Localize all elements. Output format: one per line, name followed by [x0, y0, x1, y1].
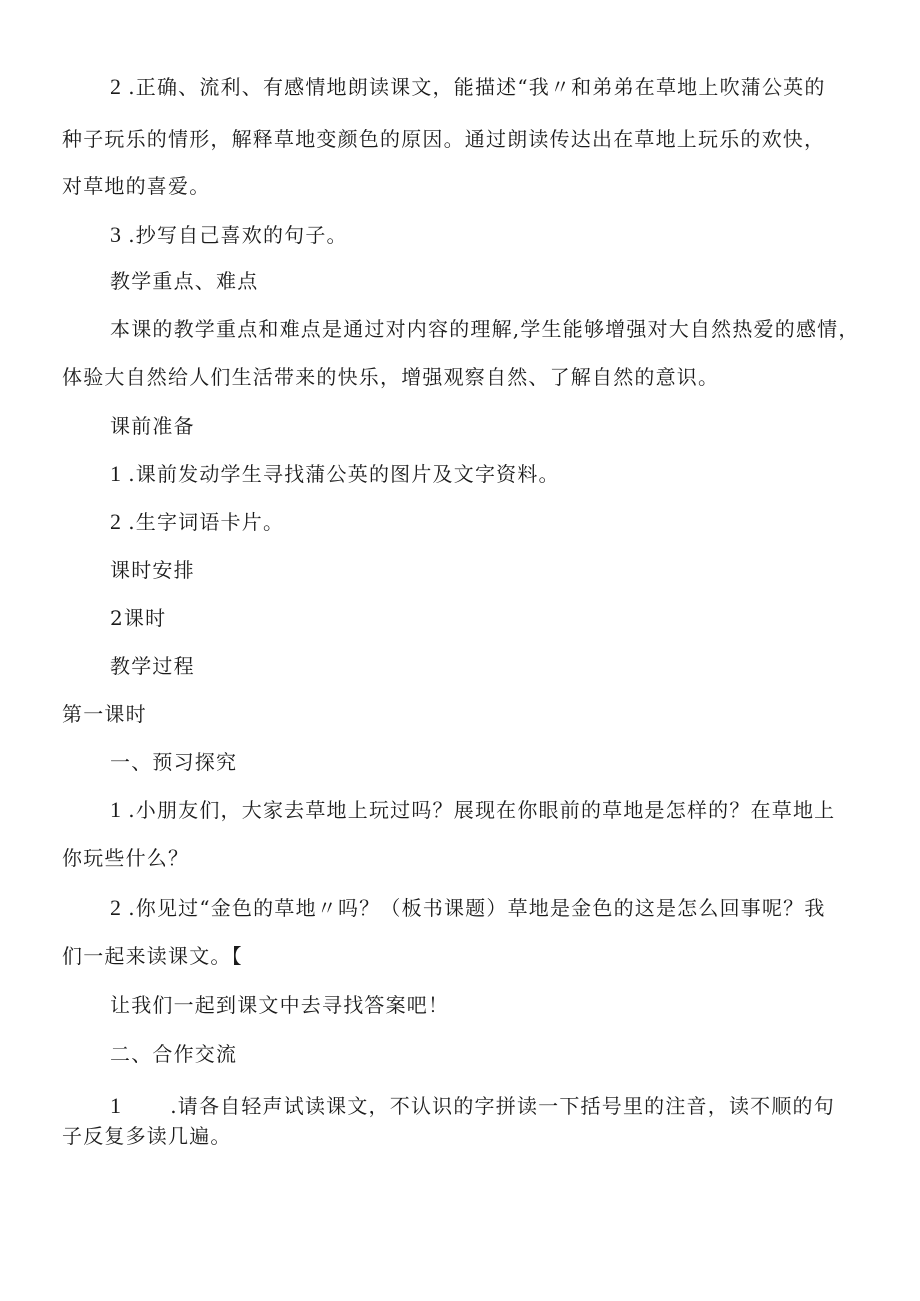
question-1-line-2: 你玩些什么？ — [62, 846, 190, 870]
key-points-line-1: 本课的教学重点和难点是通过对内容的理解,学生能够增强对大自然热爱的感情， — [110, 317, 860, 341]
key-points-line-2: 体验大自然给人们生活带来的快乐，增强观察自然、了解自然的意识。 — [62, 365, 720, 389]
question-2-line-2: 们一起来读课文。【 — [62, 944, 243, 968]
preparation-item-1-number: 1 — [110, 461, 123, 486]
cooperation-1-text: .请各自轻声试读课文，不认识的字拼读一下括号里的注音，读不顺的句 — [170, 1094, 835, 1118]
question-2-text: .你见过“金色的草地〃吗？（板书课题）草地是金色的这是怎么回事呢？我 — [128, 896, 826, 920]
question-2-line-1 — [110, 895, 826, 921]
preparation-item-2 — [110, 509, 284, 535]
section-2-heading: 二、合作交流 — [110, 1042, 238, 1066]
process-heading: 教学过程 — [110, 654, 195, 678]
objective-3 — [110, 222, 348, 248]
objective-2-line-1 — [110, 74, 826, 100]
objective-2-line-2: 种子玩乐的情形，解释草地变颜色的原因。通过朗读传达出在草地上玩乐的欢快， — [62, 127, 826, 151]
lesson-1-heading: 第一课时 — [62, 702, 147, 726]
objective-3-number: 3 — [110, 222, 123, 247]
question-1-text: .小朋友们，大家去草地上玩过吗？展现在你眼前的草地是怎样的？在草地上 — [128, 798, 836, 822]
question-2-number: 2 — [110, 895, 123, 920]
key-points-heading: 教学重点、难点 — [110, 269, 259, 293]
objective-2-line-3: 对草地的喜爱。 — [62, 174, 211, 198]
preparation-item-2-number: 2 — [110, 509, 123, 534]
preparation-item-1-text: .课前发动学生寻找蒲公英的图片及文字资料。 — [128, 462, 560, 486]
cooperation-1-line-2: 子反复多读几遍。 — [62, 1124, 232, 1148]
objective-2-text: .正确、流利、有感情地朗读课文，能描述“我〃和弟弟在草地上吹蒲公英的 — [128, 75, 826, 99]
preparation-item-1 — [110, 461, 560, 487]
question-1-line-1 — [110, 797, 835, 823]
objective-2-number: 2 — [110, 74, 123, 99]
preparation-item-2-text: .生字词语卡片。 — [128, 510, 285, 534]
schedule-value: 2课时 — [110, 606, 167, 630]
question-1-number: 1 — [110, 797, 123, 822]
schedule-heading: 课时安排 — [110, 558, 195, 582]
cooperation-1-line-1 — [110, 1093, 835, 1119]
preparation-heading: 课前准备 — [110, 414, 195, 438]
cooperation-1-number: 1 — [110, 1093, 123, 1118]
question-2-line-3: 让我们一起到课文中去寻找答案吧！ — [110, 993, 450, 1017]
section-1-heading: 一、预习探究 — [110, 750, 238, 774]
objective-3-text: .抄写自己喜欢的句子。 — [128, 223, 348, 247]
